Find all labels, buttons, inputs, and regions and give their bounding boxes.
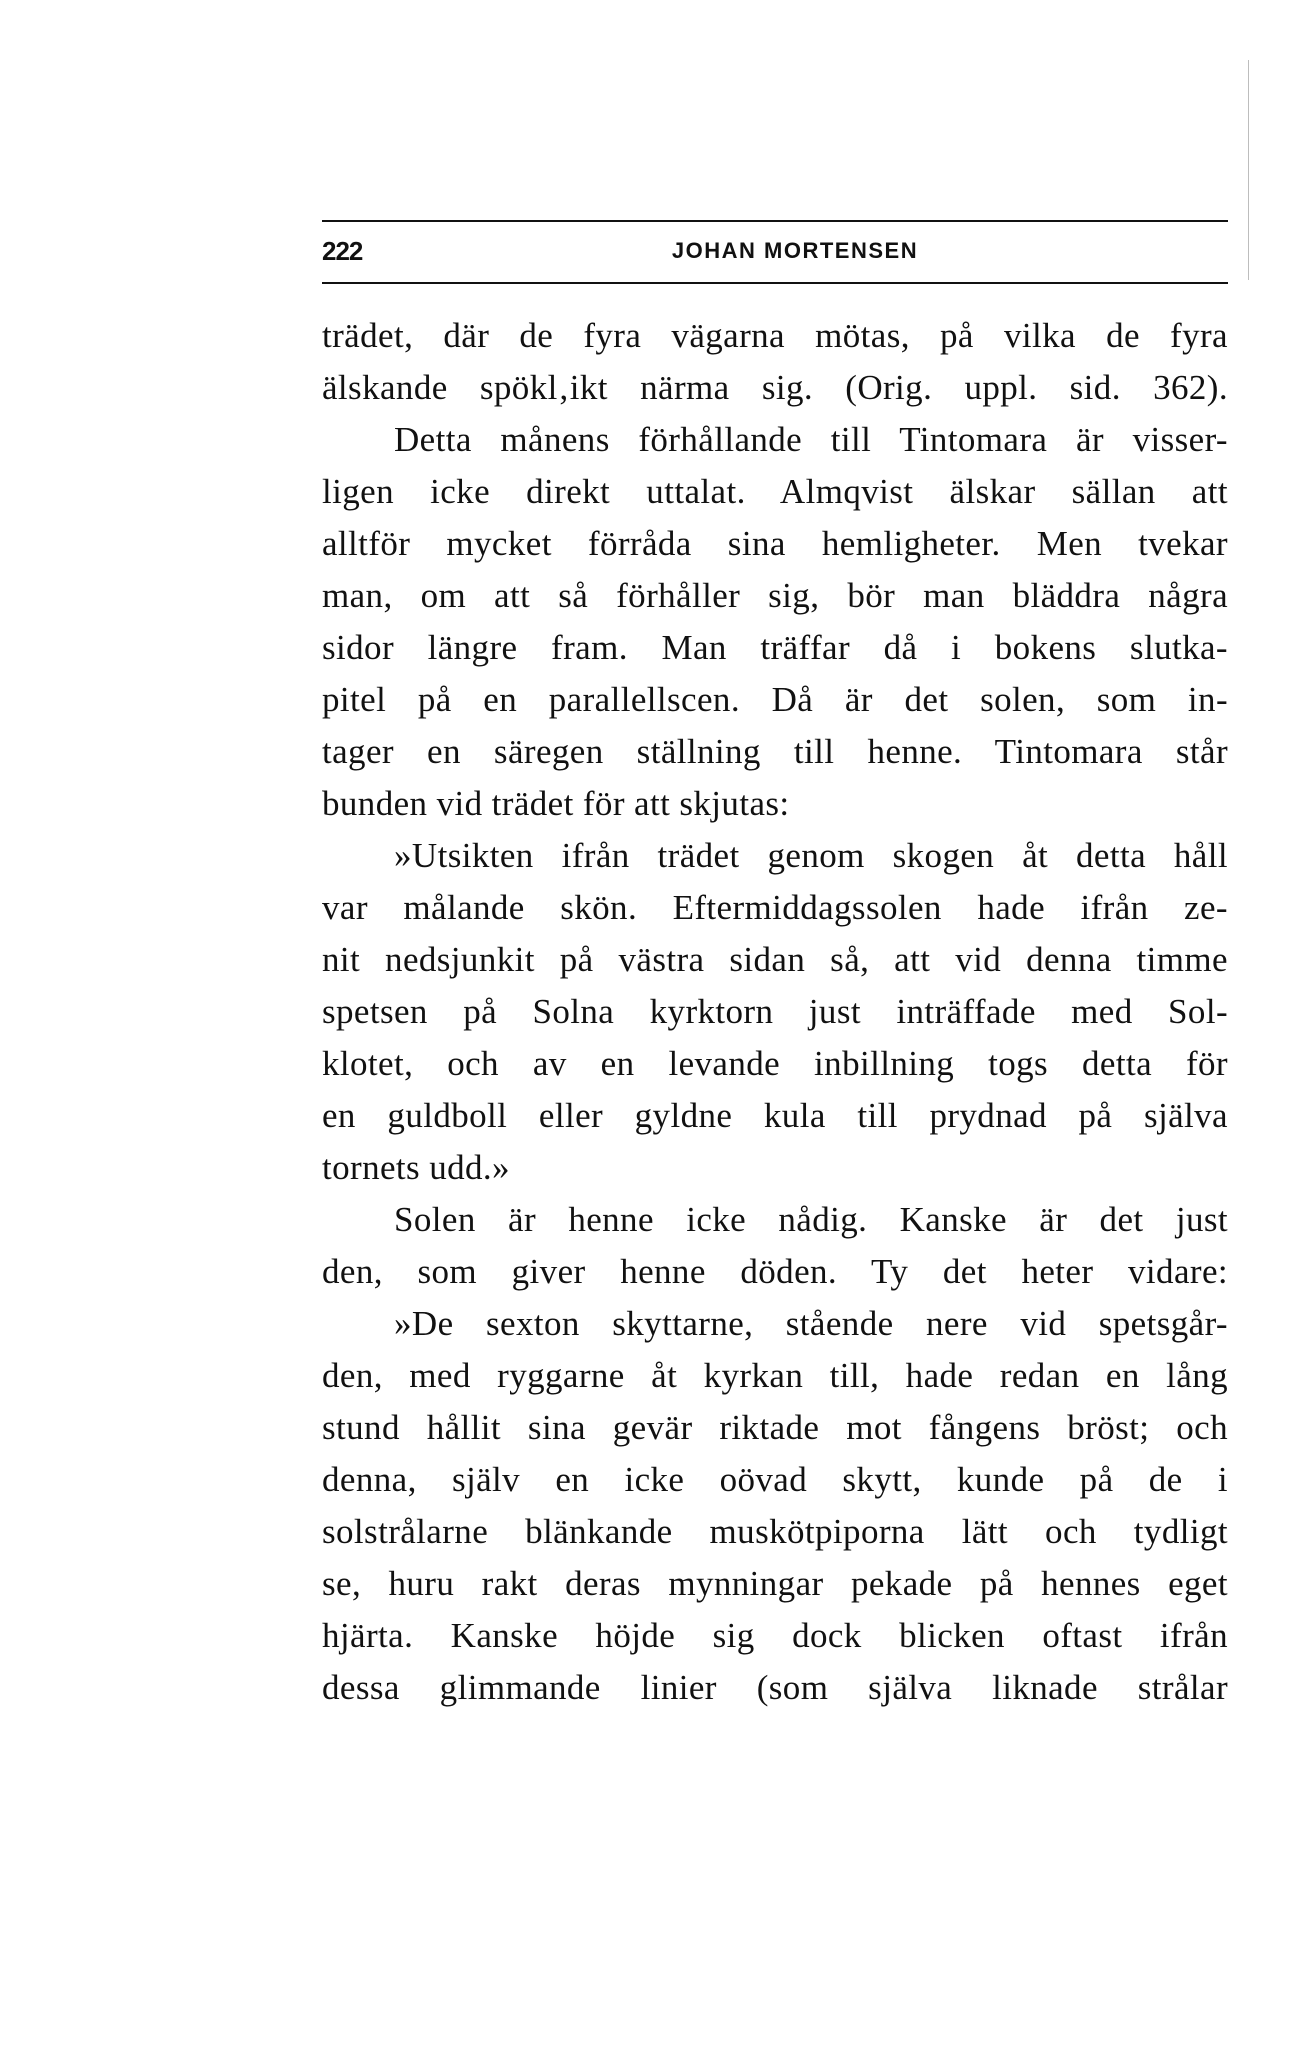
body-text	[322, 310, 1228, 1714]
text-line: var målande skön. Eftermiddagssolen hade ifrån ze-	[322, 888, 1228, 927]
text-line: spetsen på Solna kyrktorn just inträffade med Sol-	[322, 992, 1228, 1031]
text-line: stund hållit sina gevär riktade mot fångens bröst; och	[322, 1408, 1228, 1447]
text-line: en guldboll eller gyldne kula till prydnad på själva	[322, 1096, 1228, 1135]
text-line: nit nedsjunkit på västra sidan så, att vid denna timme	[322, 940, 1228, 979]
header-bottom-rule	[322, 282, 1228, 284]
text-line: sidor längre fram. Man träffar då i bokens slutka-	[322, 628, 1228, 667]
text-line: trädet, där de fyra vägarna mötas, på vilka de fyra	[322, 316, 1228, 355]
text-line: pitel på en parallellscen. Då är det solen, som in-	[322, 680, 1228, 719]
text-line: »De sexton skyttarne, stående nere vid spetsgår-	[394, 1304, 1228, 1343]
text-line: alltför mycket förråda sina hemligheter. Men tvekar	[322, 524, 1228, 563]
text-line: ligen icke direkt uttalat. Almqvist älskar sällan att	[322, 472, 1228, 511]
text-line: man, om att så förhåller sig, bör man bläddra några	[322, 576, 1228, 615]
text-line: »Utsikten ifrån trädet genom skogen åt detta håll	[394, 836, 1228, 875]
text-line: dessa glimmande linier (som själva liknade strålar	[322, 1668, 1228, 1707]
text-line: solstrålarne blänkande muskötpiporna lätt och tydligt	[322, 1512, 1228, 1551]
text-line: tornets udd.»	[322, 1148, 510, 1187]
text-line: hjärta. Kanske höjde sig dock blicken oftast ifrån	[322, 1616, 1228, 1655]
text-line: se, huru rakt deras mynningar pekade på hennes eget	[322, 1564, 1228, 1603]
text-line: den, med ryggarne åt kyrkan till, hade redan en lång	[322, 1356, 1228, 1395]
text-line: denna, själv en icke oövad skytt, kunde på de i	[322, 1460, 1228, 1499]
text-line: tager en säregen ställning till henne. Tintomara står	[322, 732, 1228, 771]
page-header	[322, 236, 1228, 276]
header-top-rule	[322, 220, 1228, 222]
text-line: den, som giver henne döden. Ty det heter vidare:	[322, 1252, 1228, 1291]
scan-edge-line	[1248, 60, 1249, 280]
page-number: 222	[322, 236, 363, 266]
running-title: JOHAN MORTENSEN	[671, 238, 919, 263]
text-line: bunden vid trädet för att skjutas:	[322, 784, 790, 823]
text-line: Detta månens förhållande till Tintomara är visser-	[394, 420, 1228, 459]
text-line: Solen är henne icke nådig. Kanske är det just	[394, 1200, 1228, 1239]
text-line: älskande spökl‚ikt närma sig. (Orig. uppl. sid. 362).	[322, 368, 1228, 407]
text-line: klotet, och av en levande inbillning togs detta för	[322, 1044, 1228, 1083]
